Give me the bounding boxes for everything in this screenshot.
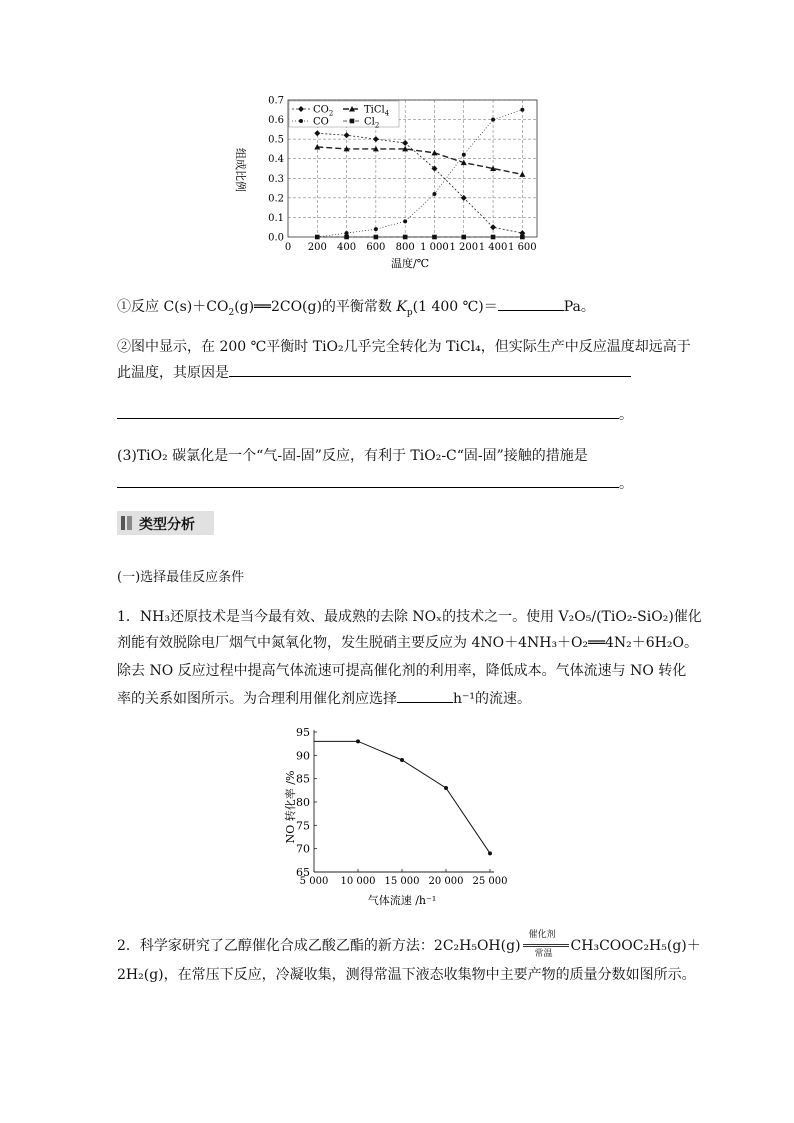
answer-blank-contact[interactable] (117, 473, 619, 488)
q3-end: 。 (619, 476, 633, 492)
chart1-point-co (462, 153, 466, 157)
chart1-line-co (317, 110, 522, 237)
chart1-point-ticl4 (431, 150, 437, 156)
chart1-point-co (432, 192, 436, 196)
answer-blank-reason-2[interactable] (117, 404, 619, 419)
arrow-bottom-label: 常温 (534, 949, 553, 959)
question-3: (3)TiO₂ 碳氯化是一个“气-固-固”反应，有利于 TiO₂-C“固-固”接触的措施是 (117, 448, 588, 464)
chart1-y-tick: 0.7 (268, 95, 284, 107)
chart1-point-cl2 (344, 235, 349, 240)
answer-blank-flow[interactable] (397, 688, 453, 703)
chart1-x-tick: 200 (307, 242, 327, 253)
chart1-legend-label-co: CO (313, 116, 329, 128)
chart1-y-tick: 0.0 (268, 232, 284, 244)
problem-1-line-3: 除去 NO 反应过程中提高气体流速可提高催化剂的利用率，降低成本。气体流速与 NO 转化 (117, 663, 687, 679)
chart1-point-co (491, 118, 495, 122)
chart2-series (314, 739, 492, 855)
chart1-x-tick: 800 (395, 242, 415, 253)
chart2-point (356, 739, 360, 743)
q1-text-3: (1 400 ℃)＝ (412, 299, 498, 315)
q1-text-1: 反应 C(s)＋CO (131, 299, 229, 315)
chart1-point-co (520, 108, 524, 112)
chart1-legend-label-cl2: $Cl_2$ (364, 116, 380, 130)
chart1-point-cl2 (520, 235, 525, 240)
p1-prompt: 率的关系如图所示。为合理利用催化剂应选择 (117, 691, 397, 707)
circle-marker: ① (117, 299, 131, 315)
chart2-axes (296, 726, 508, 887)
chart2-x-tick: 15 000 (384, 876, 420, 887)
arrow-top-label: 催化剂 (528, 930, 556, 940)
q2-end: 。 (619, 407, 633, 423)
chart2-y-tick: 85 (296, 772, 310, 786)
chart1-ylabel: 组成比例 (234, 148, 247, 192)
chart1-y-tick: 0.6 (268, 115, 284, 127)
chart1-point-co2 (373, 136, 379, 142)
q2-prompt: 此温度，其原因是 (117, 365, 229, 381)
answer-blank-kp[interactable] (498, 296, 564, 311)
composition-chart (220, 90, 550, 270)
chart1-point-co2 (344, 132, 350, 138)
chart1-point-cl2 (315, 235, 320, 240)
chart1-x-tick: 1 600 (508, 242, 537, 253)
chart1-point-co2 (490, 224, 496, 230)
chart2-x-tick: 20 000 (428, 876, 464, 887)
answer-blank-reason-1[interactable] (229, 362, 631, 377)
chart1-x-tick: 1 000 (420, 242, 449, 253)
heading-bar-icon (121, 516, 125, 530)
problem-1-line-1: 1．NH₃还原技术是当今最有效、最成熟的去除 NOₓ的技术之一。使用 V₂O₅/(TiO₂-SiO₂)催化 (117, 609, 702, 625)
chart1-series (314, 108, 525, 240)
chart2-xlabel: 气体流速 /h⁻¹ (367, 894, 437, 907)
chart1-x-tick: 0 (284, 242, 292, 253)
chart1-x-tick: 1 200 (449, 242, 479, 253)
p2-text-a: 2．科学家研究了乙醇催化合成乙酸乙酯的新方法：2C₂H₅OH(g) (117, 938, 521, 954)
chart2-x-tick: 5 000 (299, 876, 329, 887)
reaction-arrow (521, 930, 571, 959)
kp-symbol: K (396, 299, 407, 315)
chart2-y-tick: 75 (296, 819, 310, 833)
chart1-y-tick: 0.1 (268, 212, 284, 224)
question-2-line-3 (117, 404, 633, 424)
chart2-y-tick: 70 (296, 842, 310, 856)
chart1-point-co (403, 219, 407, 223)
chart1-point-ticl4 (519, 171, 525, 177)
question-2-line-1: ②图中显示，在 200 ℃平衡时 TiO₂几乎完全转化为 TiCl₄，但实际生产中反应温度却远高于 (117, 339, 691, 355)
section-title: 类型分析 (139, 517, 195, 533)
question-3-answer (117, 473, 633, 493)
chart1-legend-marker-co (299, 119, 303, 123)
no-conversion-chart (280, 722, 520, 912)
q1-unit: Pa。 (563, 299, 595, 315)
chart1-y-tick: 0.2 (268, 193, 284, 205)
chart1-point-co2 (402, 140, 408, 146)
chart2-y-tick: 95 (296, 726, 310, 739)
subsection-title: (一)选择最佳反应条件 (117, 570, 245, 585)
chart1-legend-label-co2: $CO_2$ (313, 104, 334, 118)
p2-text-b: CH₃COOC₂H₅(g)＋ (570, 938, 701, 954)
chart1-xlabel: 温度/℃ (390, 257, 430, 270)
question-2-line-2 (117, 362, 631, 382)
chart1-point-cl2 (461, 235, 466, 240)
chart2-point (444, 786, 448, 790)
section-heading (117, 511, 214, 535)
chart2-point (400, 758, 404, 762)
chart2-point (488, 851, 492, 855)
problem-1-line-2: 剂能有效脱除电厂烟气中氮氧化物，发生脱硝主要反应为 4NO＋4NH₃＋O₂══4N₂＋6H₂O。 (117, 635, 698, 651)
chart1-x-tick: 400 (337, 242, 357, 253)
chart1-y-tick: 0.5 (268, 134, 284, 146)
heading-bar-icon-2 (127, 516, 132, 530)
chart1-point-cl2 (432, 235, 437, 240)
chart2-x-tick: 10 000 (340, 876, 376, 887)
chart1-point-co (374, 227, 378, 231)
chart2-ylabel: NO 转化率 /% (284, 770, 297, 844)
chart1-point-cl2 (403, 235, 408, 240)
kp-subscript: p (406, 307, 413, 318)
chart1-y-tick: 0.3 (268, 173, 284, 185)
chart1-x-tick: 1 400 (478, 242, 508, 253)
p1-unit: h⁻¹的流速。 (453, 691, 532, 707)
chart2-y-tick: 90 (296, 749, 310, 763)
problem-2-line-1 (117, 930, 701, 959)
chart1-legend (289, 101, 399, 130)
chart1-y-tick: 0.4 (268, 154, 284, 166)
chart1-legend-marker-cl2 (350, 119, 355, 124)
chart1-x-tick: 600 (366, 242, 386, 253)
q1-text-2: (g)══2CO(g)的平衡常数 (234, 299, 397, 315)
chart1-point-cl2 (374, 235, 379, 240)
chart2-y-tick: 80 (296, 796, 310, 809)
chart1-point-co (345, 231, 349, 235)
chart1-point-co2 (314, 130, 320, 136)
question-1: ①反应 $C(s)+CO_2(g)══2CO(g)$的平衡常数 $K_p(1$ 400 ℃)＝ Pa。 (117, 296, 595, 318)
problem-1-line-4 (117, 688, 531, 708)
chart1-legend-label-ticl4: TiCl$_4$ (364, 104, 390, 118)
chart2-y-tick: 65 (296, 866, 310, 879)
chart2-x-tick: 25 000 (472, 876, 508, 887)
problem-2-line-2: 2H₂(g)，在常压下反应，冷凝收集，测得常温下液态收集物中主要产物的质量分数如图所示。 (117, 967, 696, 983)
chart1-point-cl2 (491, 235, 496, 240)
